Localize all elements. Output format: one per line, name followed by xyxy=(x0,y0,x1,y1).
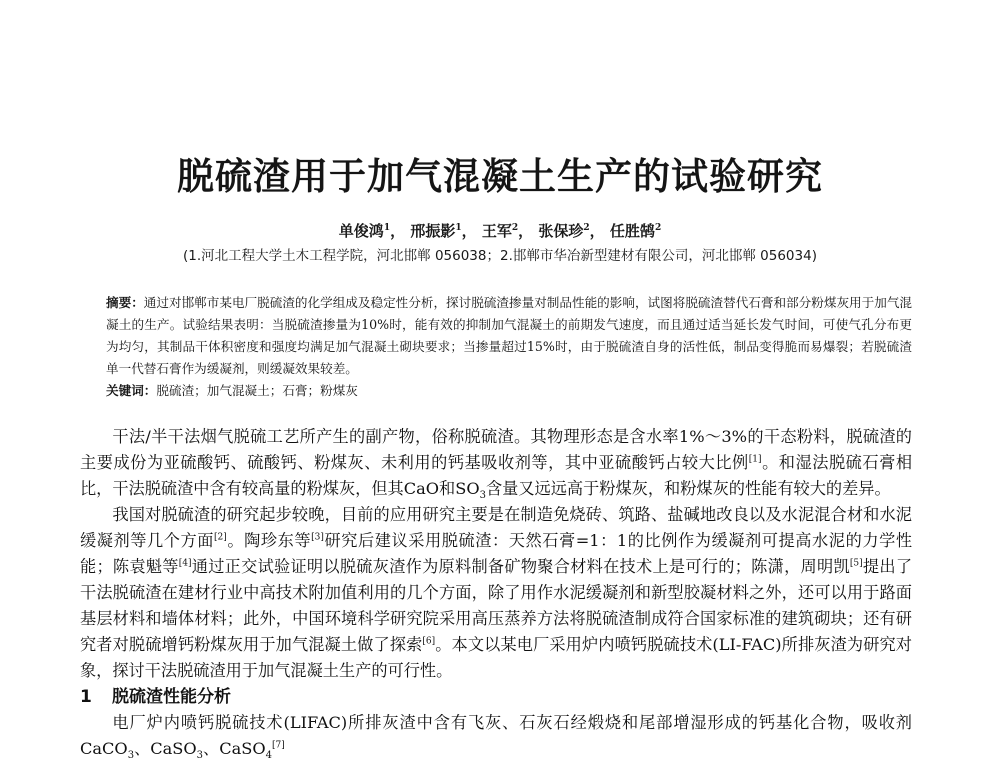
paragraph-section1 xyxy=(80,710,912,762)
abstract-text: 通过对邯郸市某电厂脱硫渣的化学组成及稳定性分析，探讨脱硫渣掺量对制品性能的影响，试图将脱硫渣替代石膏和部分粉煤灰用于加气混凝土的生产。试验结果表明：当脱硫渣掺量为10%时，能有效的抑制加气混凝土的前期发气速度，而且通过适当延长发气时间，可使气孔分布更为均匀，其制品干体积密度和强度均满足加气混凝土砌块要求；当掺量超过15%时，由于脱硫渣自身的活性低，制品变得脆而易爆裂；若脱硫渣单一代替石膏作为缓凝剂，则缓凝效果较差。 xyxy=(106,295,912,376)
keywords-text: 脱硫渣；加气混凝土；石膏；粉煤灰 xyxy=(156,383,358,398)
text-run: 、CaSO xyxy=(134,739,197,758)
affiliations: (1.河北工程大学土木工程学院，河北邯郸 056038；2.邯郸市华冶新型建材有限公司，河北邯郸 056034) xyxy=(183,248,817,264)
text-run: 提出了干法脱硫渣在建材行业中高技术附加值利用的几个方面，除了用作水泥缓凝剂和新型胶凝材料之外，还可以用于路面基层材料和墙体材料；此外，中国环境科学研究院采用高压蒸养方法将脱硫渣制成符合国家标准的建筑砌块；还有研究者对脱硫增钙粉煤灰用于加气混凝土做了探索 xyxy=(80,557,913,654)
subscript: 3 xyxy=(479,490,486,502)
citation-ref[interactable]: [3] xyxy=(311,532,324,543)
author-affiliation-mark: 1 xyxy=(455,223,462,233)
citation-ref[interactable]: [5] xyxy=(849,558,863,569)
text-run: 含量又远远高于粉煤灰，和粉煤灰的性能有较大的差异。 xyxy=(485,479,891,498)
author-separator: ， xyxy=(390,222,406,240)
keywords-label: 关键词： xyxy=(106,383,157,398)
author-name: 邢振影 xyxy=(410,222,456,240)
text-run: 我国对脱硫渣的研究起步较晚，目前的应用研究主要是在制造免烧砖、筑路、盐碱地改良以及水泥混合材和水泥缓凝剂等几个方面 xyxy=(80,505,912,550)
author-affiliation-mark: 2 xyxy=(654,223,662,233)
text-run: 研究后建议采用脱硫渣：天然石膏=1：1的比例作为缓凝剂可提高水泥的力学性能；陈袁魁等 xyxy=(80,531,913,576)
text-run: 通过正交试验证明以脱硫灰渣作为原料制备矿物聚合材料在技术上是可行的；陈潇，周明凯 xyxy=(191,557,850,576)
body-text xyxy=(80,424,912,762)
citation-ref[interactable]: [4] xyxy=(178,558,192,569)
citation-ref[interactable]: [1] xyxy=(748,454,762,465)
author-list xyxy=(0,220,1000,241)
text-run: 。陶珍东等 xyxy=(226,531,312,550)
paragraph-background xyxy=(80,502,912,684)
author-name: 任胜鹄 xyxy=(609,222,655,240)
author-name: 王军 xyxy=(481,222,512,240)
text-run: 。本文以某电厂采用炉内喷钙脱硫技术(LI-FAC)所排灰渣为研究对象，探讨干法脱硫渣用于加气混凝土生产的可行性。 xyxy=(80,635,912,680)
author-affiliation-mark: 1 xyxy=(383,223,391,233)
citation-ref[interactable]: [6] xyxy=(422,636,436,647)
paper-title: 脱硫渣用于加气混凝土生产的试验研究 xyxy=(177,155,823,198)
author-name: 单俊鸿 xyxy=(338,222,384,240)
subscript: 4 xyxy=(265,750,273,762)
section-title: 脱硫渣性能分析 xyxy=(112,687,231,707)
citation-ref[interactable]: [7] xyxy=(272,740,285,751)
author-affiliation-mark: 2 xyxy=(511,223,519,233)
author-separator: ， xyxy=(589,222,605,240)
keywords xyxy=(106,380,912,402)
author-name: 张保珍 xyxy=(538,222,584,240)
section-number: 1 xyxy=(80,687,92,707)
author-affiliation-mark: 2 xyxy=(583,223,590,233)
citation-ref[interactable]: [2] xyxy=(214,532,227,543)
subscript: 3 xyxy=(127,750,135,762)
author-separator: ， xyxy=(518,222,534,240)
section-heading xyxy=(80,684,912,710)
paragraph-intro xyxy=(80,424,912,502)
text-run: 。和湿法脱硫石膏相比，干法脱硫渣中含有较高量的粉煤灰，但其CaO和SO xyxy=(80,453,913,498)
text-run: 电厂炉内喷钙脱硫技术(LIFAC)所排灰渣中含有飞灰、石灰石经煅烧和尾部增湿形成的钙基化合物，吸收剂CaCO xyxy=(80,713,912,758)
abstract-label: 摘要： xyxy=(106,295,144,310)
author-separator: ， xyxy=(461,222,477,240)
text-run: 、CaSO xyxy=(203,739,266,758)
text-run: 干法/半干法烟气脱硫工艺所产生的副产物，俗称脱硫渣。其物理形态是含水率1%～3%的干态粉料，脱硫渣的主要成份为亚硫酸钙、硫酸钙、粉煤灰、未利用的钙基吸收剂等，其中亚硫酸钙占较大比例 xyxy=(80,427,912,472)
abstract xyxy=(106,292,912,380)
subscript: 3 xyxy=(196,750,204,762)
abstract-block xyxy=(106,292,912,402)
